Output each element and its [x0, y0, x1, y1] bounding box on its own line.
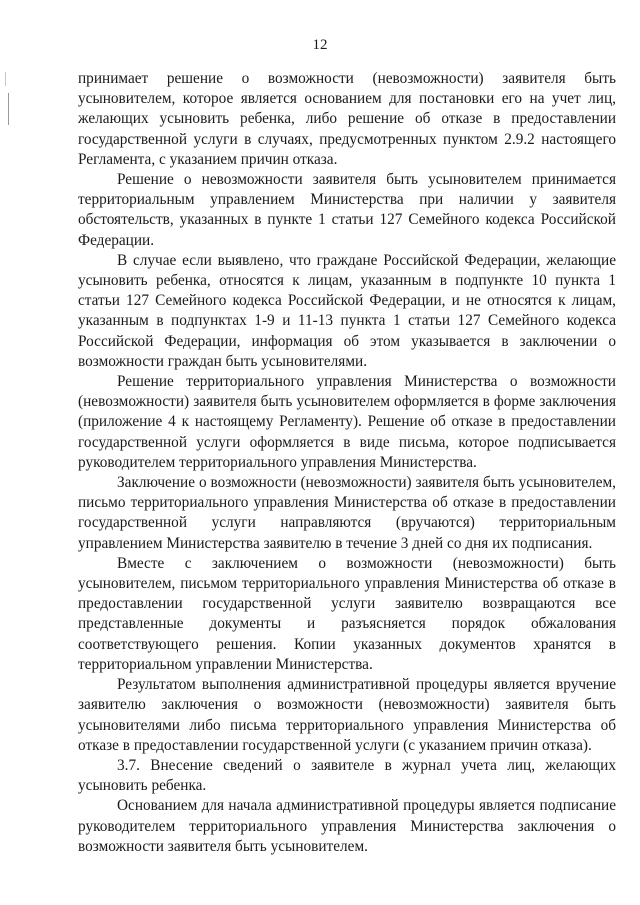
section-heading-3-7: 3.7. Внесение сведений о заявителе в журнал учета лиц, желающих усыновить ребенка. — [78, 756, 616, 795]
paragraph: Решение территориального управления Министерства о возможности (невозможности) заявителя быть усыновителем оформляется в форме заключения (приложение 4 к настоящему Регламенту). Решение об отказе в предоставлении государственной услуги оформляется в виде письма, которое подписывается руководителем территориального управления Министерства. — [78, 373, 616, 471]
paragraph-continuation: принимает решение о возможности (невозможности) заявителя быть усыновителем, которое является основанием для постановки его на учет лиц, желающих усыновить ребенка, либо решение об отказе в предоставлении государственной услуги в случаях, предусмотренных пунктом 2.9.2 настоящего Регламента, с указанием причин отказа. — [78, 70, 616, 168]
paragraph: Основанием для начала административной процедуры является подписание руководителем территориального управления Министерства заключения о возможности заявителя быть усыновителем. — [78, 797, 616, 855]
paragraph: Решение о невозможности заявителя быть усыновителем принимается территориальным управлением Министерства при наличии у заявителя обстоятельств, указанных в пункте 1 статьи 127 Семейного кодекса Российской Федерации. — [78, 171, 616, 249]
paragraph: Вместе с заключением о возможности (невозможности) быть усыновителем, письмом территориального управления Министерства об отказе в предоставлении государственной услуги заявителю возвращаются все представленные документы и разъясняется порядок обжалования соответствующего решения. Копии указанных документов хранятся в территориальном управлении Министерства. — [78, 554, 616, 673]
paragraph: В случае если выявлено, что граждане Российской Федерации, желающие усыновить ребенка, относятся к лицам, указанным в подпункте 10 пункта 1 статьи 127 Семейного кодекса Российской Федерации, и не относятся к лицам, указанным в подпунктах 1-9 и 11-13 пункта 1 статьи 127 Семейного кодекса Российской Федерации, информация об этом указывается в заключении о возможности граждан быть усыновителями. — [78, 251, 616, 370]
paragraph: Заключение о возможности (невозможности) заявителя быть усыновителем, письмо территориального управления Министерства об отказе в предоставлении государственной услуги направляются (вручаются) территориальным управлением Министерства заявителю в течение 3 дней со дня их подписания. — [78, 474, 616, 552]
document-body — [78, 69, 616, 857]
paragraph: Результатом выполнения административной процедуры является вручение заявителю заключения о возможности (невозможности) заявителя быть усыновителями либо письма территориального управления Министерства об отказе в предоставлении государственной услуги (с указанием причин отказа). — [78, 676, 616, 754]
scan-artifact-mark — [5, 72, 6, 86]
page-number: 12 — [312, 37, 328, 53]
scan-artifact-mark — [8, 93, 9, 125]
